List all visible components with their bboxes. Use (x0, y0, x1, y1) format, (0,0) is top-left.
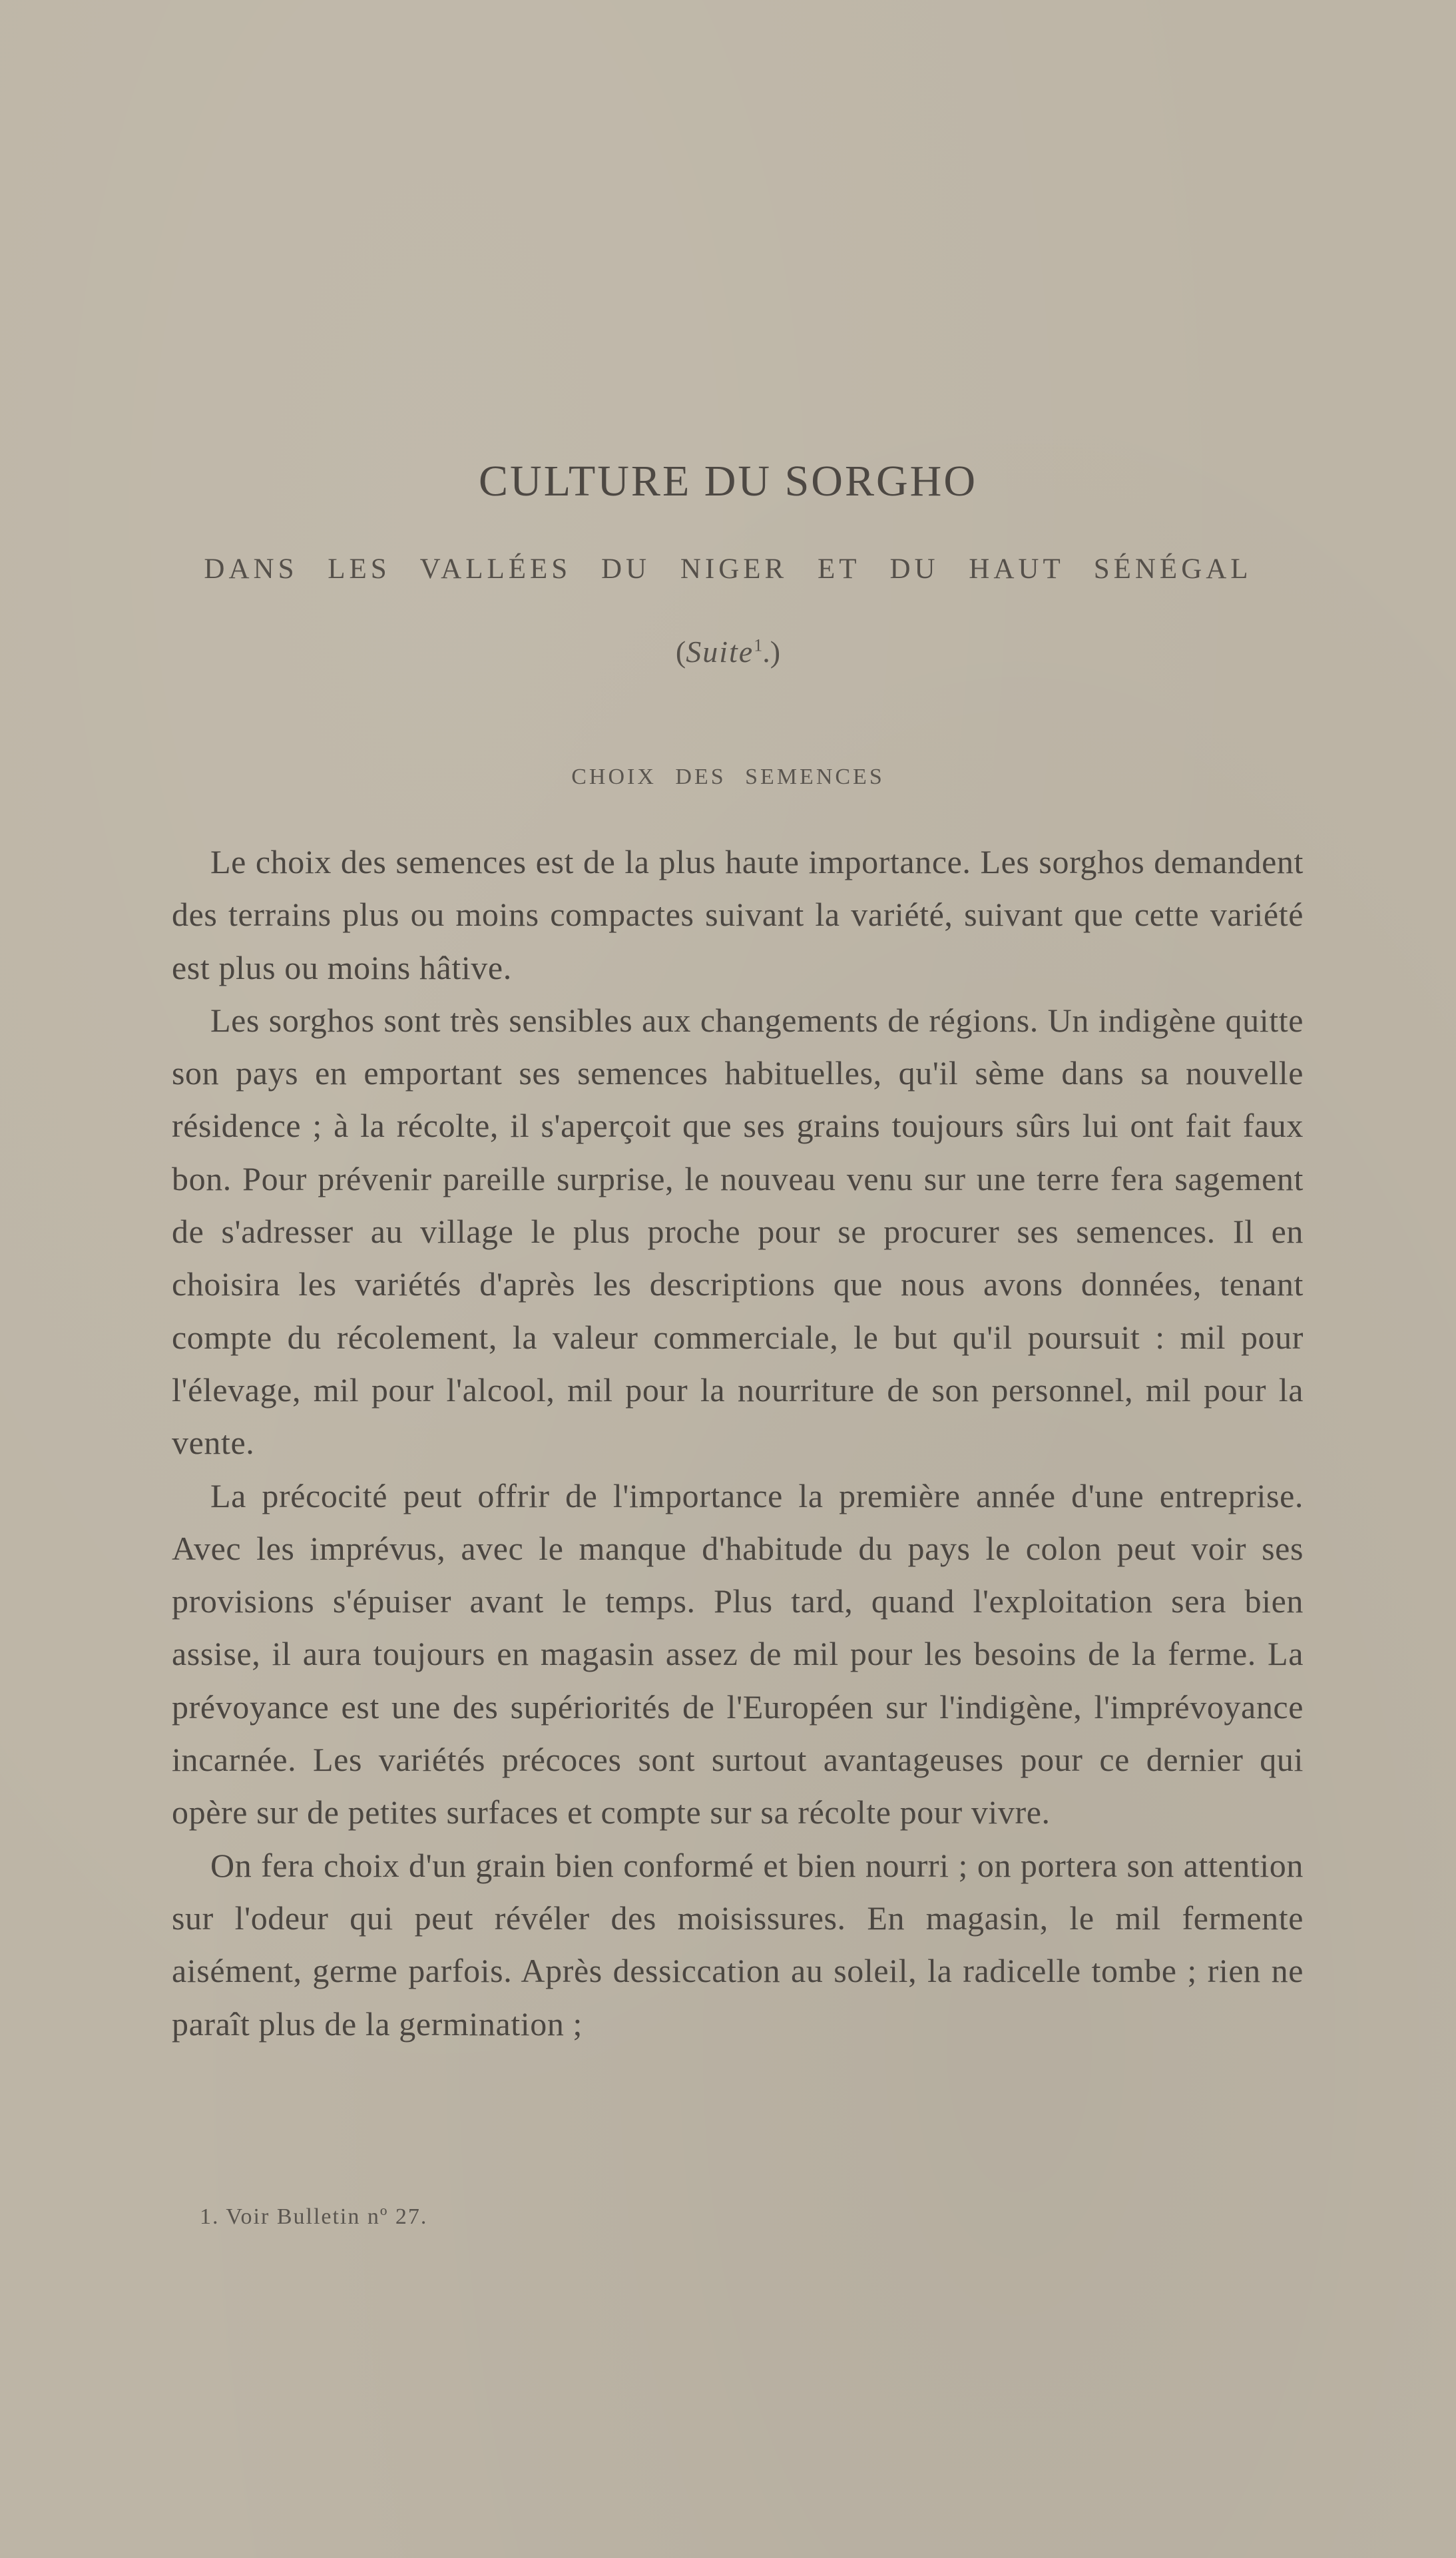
footnote-reference: 1 (754, 635, 763, 655)
paragraph: Le choix des semences est de la plus haute importance. Les sorghos demandent des terrains plus ou moins compactes suivant la variété, suivant que cette variété est plus ou moins hâtive. (172, 843, 1304, 986)
paragraph: La précocité peut offrir de l'importance la première année d'une entreprise. Avec les imprévus, avec le manque d'habitude du pays le colon peut voir ses provisions s'épuiser avant le temps. Plus tard, quand l'exploitation sera bien assise, il aura toujours en magasin assez de mil pour les besoins de la ferme. La prévoyance est une des supériorités de l'Européen sur l'indigène, l'imprévoyance incarnée. Les variétés précoces sont surtout avantageuses pour ce dernier qui opère sur de petites surfaces et compte sur sa récolte pour vivre. (172, 1476, 1304, 1831)
paragraph: On fera choix d'un grain bien conformé et bien nourri ; on portera son attention sur l'odeur qui peut révéler des moisissures. En magasin, le mil fermente aisément, germe parfois. Après dessiccation au soleil, la radicelle tombe ; rien ne paraît plus de la germination ; (172, 1846, 1304, 2043)
suite-close-paren: .) (762, 635, 781, 669)
section-title: CHOIX DES SEMENCES (571, 765, 885, 789)
article-title: CULTURE DU SORGHO (479, 457, 977, 505)
suite-open-paren: ( (675, 635, 686, 669)
paragraph: Les sorghos sont très sensibles aux changements de régions. Un indigène quitte son pays en emportant ses semences habituelles, qu'il sème dans sa nouvelle résidence ; à la récolte, il s'aperçoit que ses grains toujours sûrs lui ont fait faux bon. Pour prévenir pareille surprise, le nouveau venu sur une terre fera sagement de s'adresser au village le plus proche pour se procurer ses semences. Il en choisira les variétés d'après les descriptions que nous avons données, tenant compte du récolement, la valeur commerciale, le but qu'il poursuit : mil pour l'élevage, mil pour l'alcool, mil pour la nourriture de son personnel, mil pour la vente. (172, 1001, 1304, 1462)
continuation-note (0, 634, 1456, 669)
body-text (172, 836, 1304, 2051)
suite-label: Suite (686, 635, 754, 669)
article-subtitle: DANS LES VALLÉES DU NIGER ET DU HAUT SÉNÉGAL (204, 553, 1252, 585)
footnote: 1. Voir Bulletin nº 27. (200, 2204, 428, 2229)
